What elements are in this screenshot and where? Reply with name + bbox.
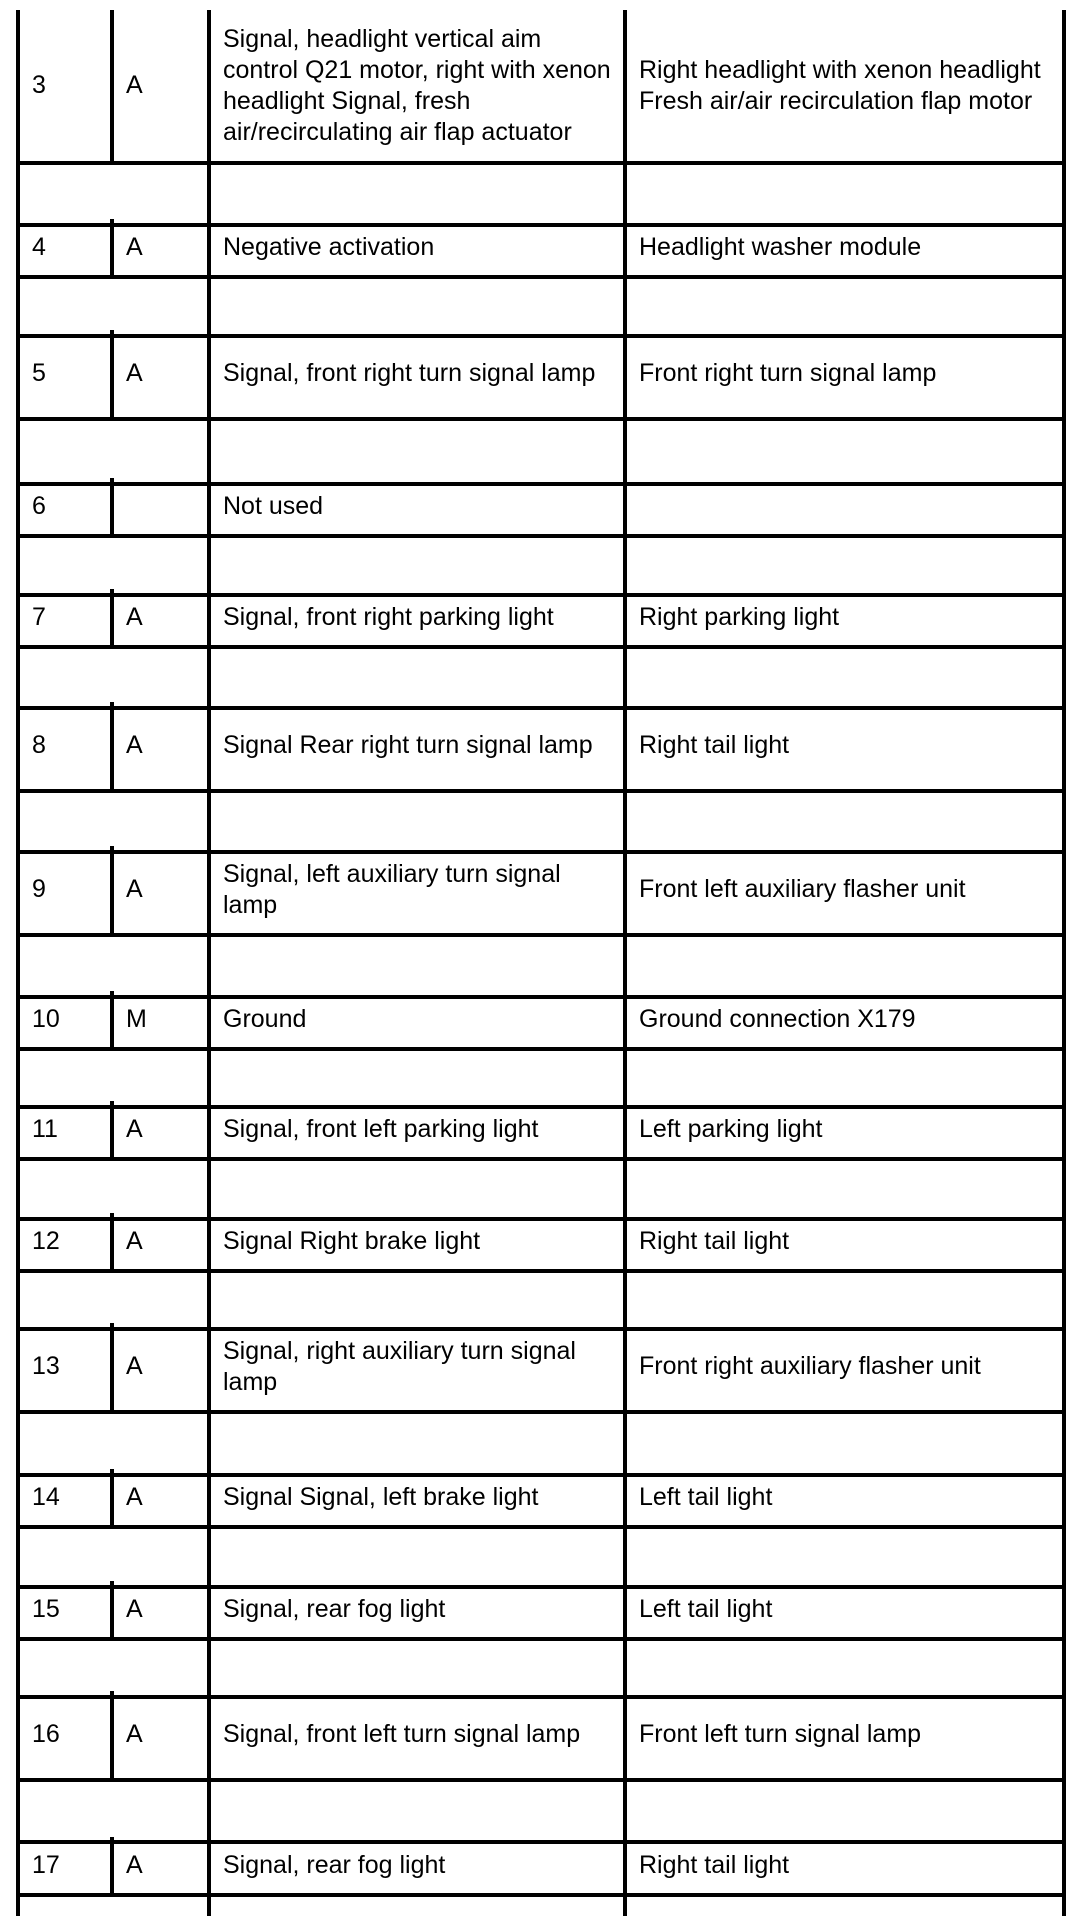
pin-number-cell: 10 — [32, 1004, 60, 1033]
column-divider — [1062, 589, 1066, 645]
pin-type-cell: A — [126, 1114, 143, 1143]
connected-component-cell: Left tail light — [639, 1482, 773, 1511]
column-divider — [623, 1782, 627, 1840]
signal-description-cell: Signal, headlight vertical aim control Q21 motor, right with xenon headlight Signal, fresh air/recirculating air flap actuator — [223, 24, 611, 146]
connected-component-cell: Front right turn signal lamp — [639, 359, 937, 387]
column-divider — [16, 1529, 20, 1585]
signal-description-cell: Signal Rear right turn signal lamp — [223, 731, 593, 759]
column-divider — [623, 1641, 627, 1695]
column-divider — [207, 538, 211, 593]
signal-description-cell: Signal, front right parking light — [223, 602, 554, 631]
signal-description-cell: Not used — [223, 491, 324, 520]
pin-type-cell: A — [126, 1482, 143, 1511]
pin-number-cell: 15 — [32, 1594, 60, 1623]
connected-component-cell: Right tail light — [639, 731, 790, 759]
column-divider — [1062, 165, 1066, 223]
pin-type-cell: A — [126, 731, 143, 759]
pin-type-cell: A — [126, 1720, 143, 1748]
column-divider — [16, 1897, 20, 1916]
column-divider — [1062, 1691, 1066, 1778]
column-divider — [207, 219, 211, 275]
column-divider — [16, 279, 20, 334]
pin-type-cell: A — [126, 1352, 143, 1380]
signal-description-cell: Signal, rear fog light — [223, 1594, 446, 1623]
pin-number-cell: 16 — [32, 1720, 60, 1748]
column-divider — [207, 1161, 211, 1217]
column-divider — [1062, 991, 1066, 1047]
column-divider — [623, 1897, 627, 1916]
column-divider — [207, 937, 211, 995]
column-divider — [16, 1101, 20, 1157]
column-divider — [1062, 1051, 1066, 1105]
column-divider — [207, 1529, 211, 1585]
column-divider — [207, 1581, 211, 1637]
signal-description-cell: Signal, right auxiliary turn signal lamp — [223, 1336, 576, 1396]
column-divider — [110, 1581, 114, 1637]
connected-component-cell: Ground connection X179 — [639, 1004, 916, 1033]
column-divider — [207, 1691, 211, 1778]
column-divider — [207, 1213, 211, 1269]
column-divider — [207, 10, 211, 161]
column-divider — [1062, 1101, 1066, 1157]
column-divider — [623, 1101, 627, 1157]
pin-type-cell — [114, 478, 207, 534]
row-divider — [16, 161, 1066, 165]
connected-component-cell: Left parking light — [639, 1114, 823, 1143]
column-divider — [207, 279, 211, 334]
row-divider — [16, 789, 1066, 793]
column-divider — [16, 1323, 20, 1410]
column-divider — [623, 1529, 627, 1585]
column-divider — [1062, 1469, 1066, 1525]
signal-description-cell: Signal, front left turn signal lamp — [223, 1720, 581, 1748]
column-divider — [1062, 846, 1066, 933]
column-divider — [623, 702, 627, 789]
pin-type-cell: A — [126, 1594, 143, 1623]
column-divider — [110, 1469, 114, 1525]
column-divider — [110, 1837, 114, 1893]
signal-description-cell: Signal, front right turn signal lamp — [223, 359, 596, 387]
column-divider — [16, 589, 20, 645]
column-divider — [623, 279, 627, 334]
column-divider — [623, 165, 627, 223]
pin-number-cell: 4 — [32, 232, 46, 261]
pin-number-cell: 6 — [32, 491, 46, 520]
column-divider — [623, 538, 627, 593]
column-divider — [1062, 937, 1066, 995]
column-divider — [623, 1213, 627, 1269]
column-divider — [16, 1691, 20, 1778]
column-divider — [16, 649, 20, 706]
column-divider — [1062, 793, 1066, 850]
column-divider — [16, 478, 20, 534]
column-divider — [16, 991, 20, 1047]
column-divider — [16, 702, 20, 789]
column-divider — [1062, 330, 1066, 417]
column-divider — [207, 1469, 211, 1525]
column-divider — [1062, 1273, 1066, 1327]
connected-component-cell: Right tail light — [639, 1226, 790, 1255]
pin-number-cell: 8 — [32, 731, 46, 759]
column-divider — [1062, 1414, 1066, 1473]
column-divider — [207, 589, 211, 645]
column-divider — [16, 219, 20, 275]
signal-description-cell: Signal, rear fog light — [223, 1850, 446, 1879]
column-divider — [207, 649, 211, 706]
connected-component-cell: Right headlight with xenon headlight Fresh air/air recirculation flap motor — [639, 55, 1041, 115]
column-divider — [623, 793, 627, 850]
column-divider — [207, 1897, 211, 1916]
column-divider — [110, 219, 114, 275]
column-divider — [623, 219, 627, 275]
column-divider — [16, 1213, 20, 1269]
column-divider — [16, 538, 20, 593]
column-divider — [1062, 1581, 1066, 1637]
row-divider — [16, 1157, 1066, 1161]
column-divider — [207, 1051, 211, 1105]
column-divider — [207, 702, 211, 789]
column-divider — [207, 793, 211, 850]
connected-component-cell: Front left auxiliary flasher unit — [639, 875, 966, 903]
pin-number-cell: 12 — [32, 1226, 60, 1255]
column-divider — [1062, 1161, 1066, 1217]
column-divider — [110, 991, 114, 1047]
column-divider — [1062, 1323, 1066, 1410]
column-divider — [1062, 10, 1066, 161]
column-divider — [110, 589, 114, 645]
column-divider — [207, 1101, 211, 1157]
column-divider — [110, 1101, 114, 1157]
column-divider — [1062, 702, 1066, 789]
column-divider — [1062, 1213, 1066, 1269]
pin-type-cell: A — [126, 1226, 143, 1255]
column-divider — [623, 846, 627, 933]
column-divider — [110, 478, 114, 534]
column-divider — [1062, 1529, 1066, 1585]
signal-description-cell: Signal Right brake light — [223, 1226, 481, 1255]
column-divider — [207, 421, 211, 482]
signal-description-cell: Signal, left auxiliary turn signal lamp — [223, 859, 561, 919]
pin-number-cell: 11 — [32, 1114, 58, 1143]
column-divider — [623, 991, 627, 1047]
column-divider — [623, 1691, 627, 1778]
column-divider — [16, 1581, 20, 1637]
column-divider — [623, 1469, 627, 1525]
column-divider — [623, 937, 627, 995]
column-divider — [207, 846, 211, 933]
column-divider — [207, 330, 211, 417]
row-divider — [16, 1637, 1066, 1641]
column-divider — [623, 1414, 627, 1473]
pin-type-cell: A — [126, 71, 143, 99]
connected-component-cell: Headlight washer module — [639, 232, 922, 261]
row-divider — [16, 1410, 1066, 1414]
column-divider — [16, 1161, 20, 1217]
column-divider — [1062, 649, 1066, 706]
column-divider — [1062, 279, 1066, 334]
connected-component-cell — [627, 478, 1062, 534]
column-divider — [16, 1273, 20, 1327]
signal-description-cell: Signal, front left parking light — [223, 1114, 539, 1143]
row-divider — [16, 1525, 1066, 1529]
column-divider — [16, 330, 20, 417]
column-divider — [207, 1641, 211, 1695]
column-divider — [16, 1469, 20, 1525]
column-divider — [16, 1782, 20, 1840]
column-divider — [207, 165, 211, 223]
column-divider — [110, 1691, 114, 1778]
column-divider — [16, 1641, 20, 1695]
row-divider — [16, 645, 1066, 649]
column-divider — [1062, 1641, 1066, 1695]
row-divider — [16, 933, 1066, 937]
column-divider — [623, 649, 627, 706]
column-divider — [110, 10, 114, 161]
column-divider — [1062, 1837, 1066, 1893]
column-divider — [623, 1161, 627, 1217]
pin-type-cell: A — [126, 1850, 143, 1879]
column-divider — [16, 1051, 20, 1105]
column-divider — [207, 1273, 211, 1327]
pin-type-cell: A — [126, 602, 143, 631]
row-divider — [16, 534, 1066, 538]
column-divider — [1062, 421, 1066, 482]
row-divider — [16, 417, 1066, 421]
column-divider — [623, 1581, 627, 1637]
column-divider — [623, 478, 627, 534]
column-divider — [16, 10, 20, 161]
signal-description-cell: Signal Signal, left brake light — [223, 1482, 539, 1511]
column-divider — [207, 991, 211, 1047]
pin-number-cell: 5 — [32, 359, 46, 387]
column-divider — [16, 846, 20, 933]
connected-component-cell: Front left turn signal lamp — [639, 1720, 922, 1748]
column-divider — [110, 702, 114, 789]
column-divider — [623, 10, 627, 161]
column-divider — [623, 421, 627, 482]
row-divider — [16, 1269, 1066, 1273]
pin-number-cell: 7 — [32, 602, 46, 631]
column-divider — [110, 1323, 114, 1410]
column-divider — [623, 1051, 627, 1105]
column-divider — [16, 165, 20, 223]
column-divider — [623, 330, 627, 417]
column-divider — [110, 846, 114, 933]
column-divider — [16, 421, 20, 482]
row-divider — [16, 1047, 1066, 1051]
connected-component-cell: Right tail light — [639, 1850, 790, 1879]
connected-component-cell: Left tail light — [639, 1594, 773, 1623]
row-divider — [16, 1893, 1066, 1897]
signal-description-cell: Negative activation — [223, 232, 435, 261]
pin-type-cell: A — [126, 875, 143, 903]
pin-number-cell: 9 — [32, 875, 46, 903]
column-divider — [207, 1414, 211, 1473]
column-divider — [1062, 219, 1066, 275]
connected-component-cell: Front right auxiliary flasher unit — [639, 1352, 981, 1380]
column-divider — [16, 1837, 20, 1893]
pin-type-cell: M — [126, 1004, 147, 1033]
column-divider — [16, 1414, 20, 1473]
column-divider — [110, 1213, 114, 1269]
column-divider — [1062, 1897, 1066, 1916]
column-divider — [207, 1782, 211, 1840]
pin-number-cell: 3 — [32, 71, 46, 99]
column-divider — [1062, 1782, 1066, 1840]
connected-component-cell: Right parking light — [639, 602, 840, 631]
pin-number-cell: 14 — [32, 1482, 60, 1511]
column-divider — [1062, 538, 1066, 593]
signal-description-cell: Ground — [223, 1004, 307, 1033]
pin-number-cell: 13 — [32, 1352, 60, 1380]
column-divider — [623, 589, 627, 645]
column-divider — [110, 330, 114, 417]
column-divider — [207, 1323, 211, 1410]
column-divider — [16, 793, 20, 850]
column-divider — [16, 937, 20, 995]
column-divider — [623, 1273, 627, 1327]
column-divider — [1062, 478, 1066, 534]
column-divider — [623, 1323, 627, 1410]
pin-number-cell: 17 — [32, 1850, 60, 1879]
row-divider — [16, 1778, 1066, 1782]
column-divider — [207, 478, 211, 534]
row-divider — [16, 275, 1066, 279]
pin-type-cell: A — [126, 232, 143, 261]
pin-type-cell: A — [126, 359, 143, 387]
column-divider — [207, 1837, 211, 1893]
column-divider — [623, 1837, 627, 1893]
